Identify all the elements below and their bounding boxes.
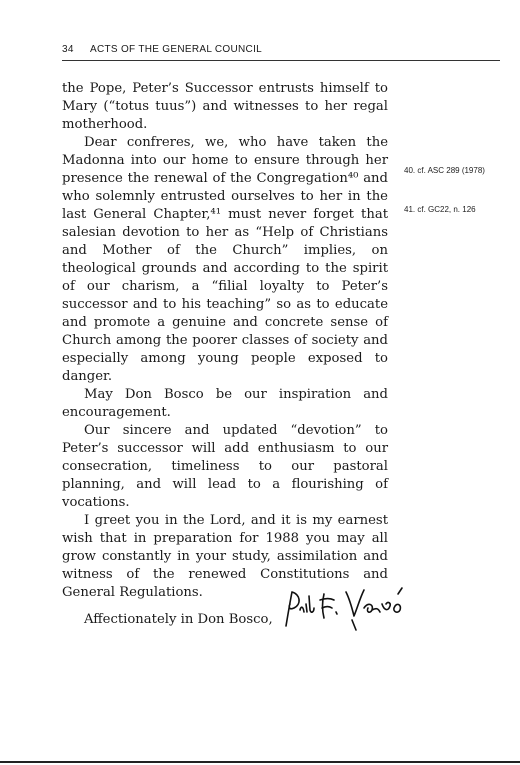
footnote-41: 41. cf. GC22, n. 126 (404, 205, 476, 214)
paragraph-5: I greet you in the Lord, and it is my earnest wish that in preparation for 1988 you may all grow constantly in your study, assimilation and witness of the renewed Constitutions and General Regulations. (62, 513, 388, 600)
paragraph-4: Our sincere and updated “devotion” to Peter’s successor will add enthusiasm to our consecration, timeliness to our pastoral planning, and will lead to a flourishing of vocations. (62, 423, 388, 510)
footnote-40: 40. cf. ASC 289 (1978) (404, 166, 485, 175)
running-header (62, 44, 500, 58)
running-title: ACTS OF THE GENERAL COUNCIL (90, 44, 263, 55)
paragraph-2: Dear confreres, we, who have taken the Madonna into our home to ensure through her presence the renewal of the Congregation⁴⁰ and who solemnly entrusted ourselves to her in the last General Chapter,⁴¹ must never forget that salesian devotion to her as “Help of Christians and Mother of the Church” implies, on theological grounds and according to the spirit of our charism, a “filial loyalty to Peter’s successor and to his teaching” so as to educate and promote a genuine and concrete sense of Church among the poorer classes of society and especially among young people exposed to danger. (62, 135, 388, 384)
paragraph-1: the Pope, Peter’s Successor entrusts himself to Mary (“totus tuus”) and witnesses to her regal motherhood. (62, 81, 388, 132)
header-rule (62, 60, 500, 61)
paragraph-3: May Don Bosco be our inspiration and encouragement. (62, 387, 388, 420)
handwritten-signature (280, 586, 412, 636)
body-text (62, 80, 388, 629)
closing-line: Affectionately in Don Bosco, (84, 612, 273, 627)
page-number: 34 (62, 44, 74, 55)
page-bottom-edge (0, 761, 520, 763)
